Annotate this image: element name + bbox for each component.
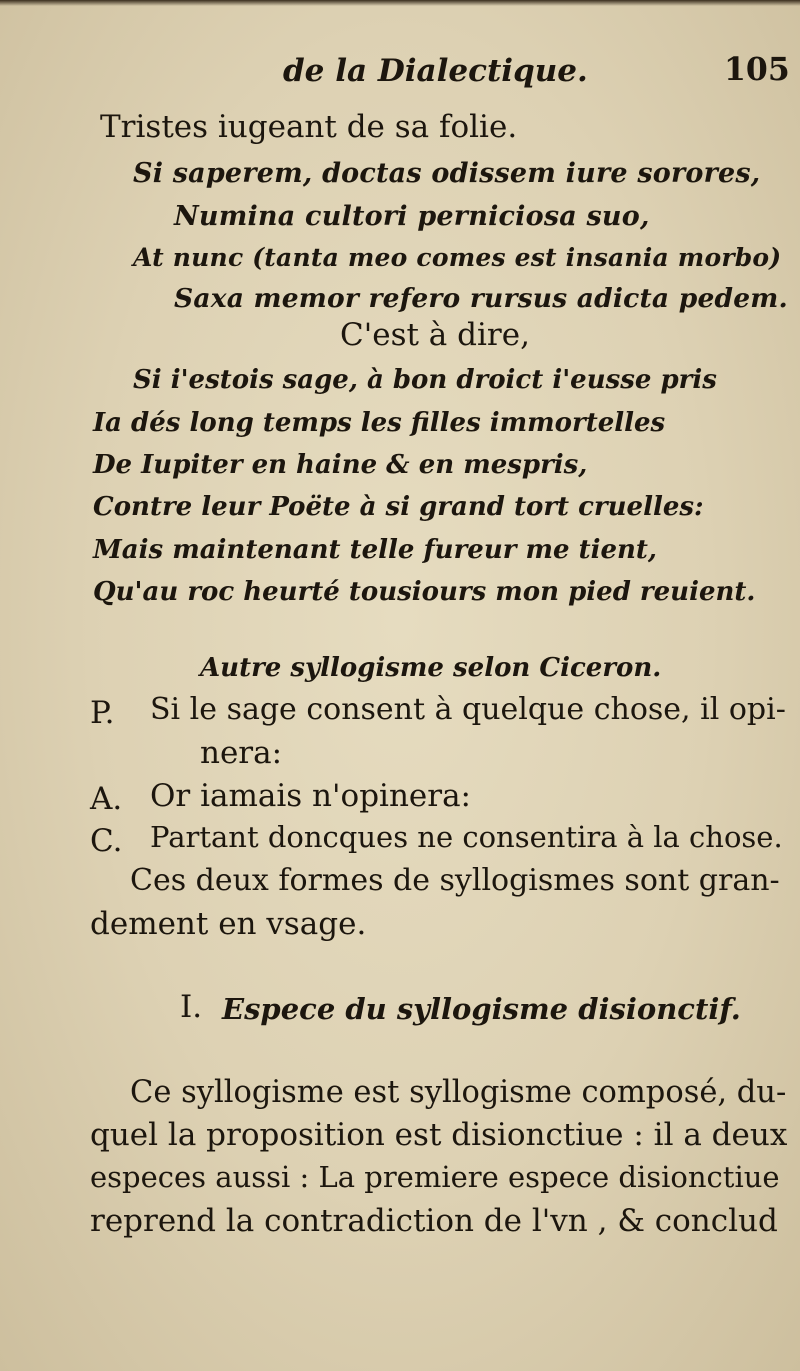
latin-verse-line-1: Si saperem, doctas odissem iure sorores, (133, 158, 761, 189)
remark-line-1: Ces deux formes de syllogismes sont gran- (130, 863, 780, 898)
latin-verse-line-2: Numina cultori perniciosa suo, (174, 201, 650, 232)
body-line-2: quel la proposition est disionctiue : il a deux (90, 1117, 788, 1153)
species-number: I. (180, 989, 203, 1025)
french-verse-line-2: Ia dés long temps les filles immortelles (93, 408, 666, 438)
species-heading: Espece du syllogisme disionctif. (222, 992, 741, 1026)
latin-verse-line-3: At nunc (tanta meo comes est insania morbo) (133, 243, 782, 272)
french-verse-line-1: Si i'estois sage, à bon droict i'eusse pris (133, 365, 717, 395)
conclusion-line: Partant doncques ne consentira à la chose. (150, 820, 783, 854)
assumption-label: A. (90, 781, 123, 817)
premise-line-1: Si le sage consent à quelque chose, il opi- (150, 692, 786, 727)
assumption-line: Or iamais n'opinera: (150, 778, 472, 814)
cest-a-dire: C'est à dire, (340, 317, 530, 353)
premise-label: P. (90, 695, 115, 731)
page-number: 105 (724, 51, 790, 88)
page-edge-shadow (0, 0, 800, 6)
body-line-4: reprend la contradiction de l'vn , & conclud (90, 1203, 778, 1239)
remark-line-2: dement en vsage. (90, 906, 367, 942)
conclusion-label: C. (90, 823, 123, 859)
section-heading: Autre syllogisme selon Ciceron. (200, 653, 662, 683)
premise-line-2: nera: (200, 735, 283, 771)
french-verse-line-6: Qu'au roc heurté tousiours mon pied reuient. (93, 577, 756, 607)
french-verse-line-4: Contre leur Poëte à si grand tort cruelles: (93, 492, 704, 522)
body-line-3: especes aussi : La premiere espece disionctiue (90, 1160, 780, 1194)
french-verse-line-3: De Iupiter en haine & en mespris, (93, 450, 588, 480)
running-header: de la Dialectique. (283, 53, 588, 89)
verse-intro: Tristes iugeant de sa folie. (100, 109, 518, 145)
body-line-1: Ce syllogisme est syllogisme composé, du- (130, 1075, 787, 1110)
latin-verse-line-4: Saxa memor refero rursus adicta pedem. (174, 283, 788, 314)
french-verse-line-5: Mais maintenant telle fureur me tient, (93, 535, 657, 565)
